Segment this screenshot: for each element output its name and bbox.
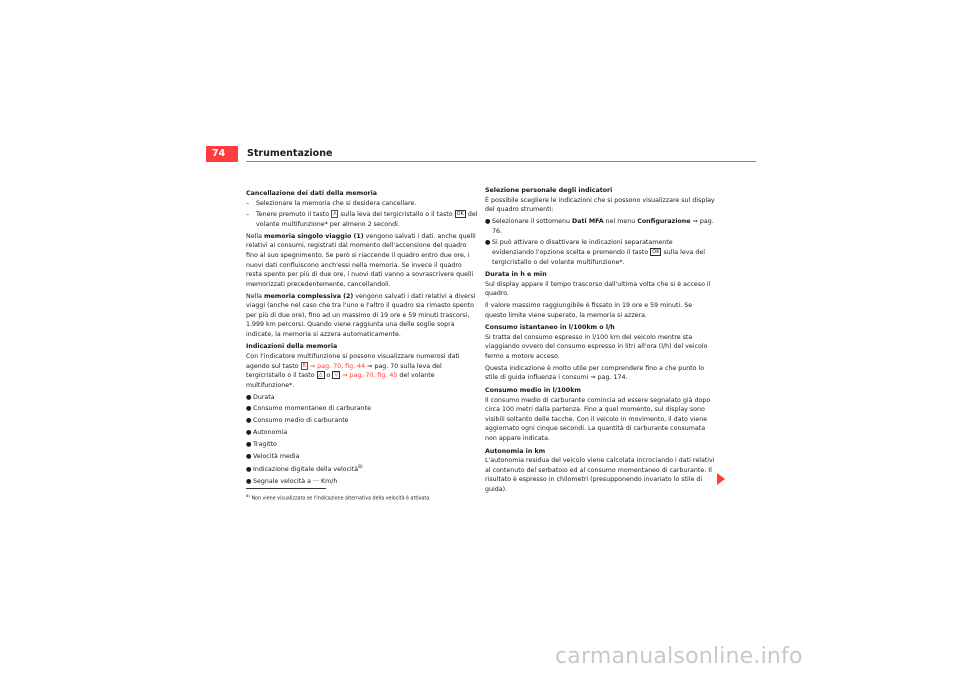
section-heading-indications: Indicazioni della memoria [246, 343, 338, 351]
section-heading-cancel: Cancellazione dei dati della memoria [246, 190, 378, 197]
up-key-icon: △ [318, 372, 323, 379]
list-item: ● Autonomia [246, 428, 288, 436]
list-item: ● Consumo medio di carburante [246, 417, 349, 425]
paragraph-selection-intro: È possibile scegliere le indicazioni che si possono visualizzare sul display del quadro strumenti: [485, 196, 715, 214]
button-key-icon: B [302, 362, 306, 369]
ok-key-icon: OK [456, 211, 464, 218]
watermark: carmanualsonline.info [555, 644, 803, 669]
list-item: ● Selezionare il sottomenu Dati MFA nel menu Configurazione ⇒ pag. 76. [485, 217, 714, 235]
paragraph: Sul display appare il tempo trascorso dall'ultima volta che si è acceso il quadro. [485, 280, 711, 298]
paragraph: Il valore massimo raggiungibile è fissato in 19 ore e 59 minuti. Se questo limite viene superato, la memoria si azzera. [485, 302, 693, 319]
step-item: – Tenere premuto il tasto A sulla leva del tergicristallo o il tasto OK del volante multifunzione* per almeno 2 secondi. [246, 211, 478, 228]
right-column [485, 186, 715, 497]
paragraph: Il consumo medio di carburante comincia ad essere segnalato già dopo circa 100 metri dalla partenza. Fino a quel momento, sul display sono visibili soltanto delle tacche. Con il veicolo in movimento, il dato viene aggiornato ogni cinque secondi. La quantità di carburante consumata non appare indicata. [485, 396, 711, 442]
list-item: ● Durata [246, 393, 275, 401]
down-key-icon: ▽ [334, 372, 339, 379]
ok-key-icon: OK [652, 248, 660, 255]
paragraph-indications: Con l'indicatore multifunzione si possono visualizzare numerosi dati agendo sul tasto B ⇒ pag. 70, fig. 44 ⇒ pag. 70 sulla leva del tergicristallo o il tasto △ o ▽ ⇒ pag. 70, fig. 45 del volante multifunzione*. [246, 353, 460, 389]
section-heading-range: Autonomia in km [485, 447, 546, 455]
section-heading-duration: Durata in h e min [485, 271, 547, 279]
paragraph-memory-total: Nella memoria complessiva (2) vengono salvati i dati relativi a diversi viaggi (anche nel caso che tra l'uno e l'altro il quadro sia rimasto spento per più di due ore), fino ad un massimo di 19 ore e 59 minuti trascorsi, 1.999 km percorsi. Quando viene raggiunta una delle soglie sopra indicate, la memoria si azzera automaticamente. [246, 292, 476, 338]
next-page-arrow-icon[interactable] [717, 473, 725, 485]
list-item: ● Consumo momentaneo di carburante [246, 405, 371, 413]
page-number: 74 [212, 148, 226, 159]
paragraph: Questa indicazione è molto utile per comprendere fino a che punto lo stile di guida influenza i consumi ⇒ pag. 174. [485, 364, 705, 382]
page-reference-link[interactable]: ⇒ pag. 70, fig. 44 [310, 362, 366, 370]
list-item: ● Velocità media [246, 452, 300, 460]
page-title: Strumentazione [247, 148, 333, 159]
header-divider [246, 161, 756, 162]
section-heading-instant-consumption: Consumo istantaneo in l/100km o l/h [485, 324, 615, 332]
footnote: $^{8)}$ Non viene visualizzato se l'indicazione alternativa della velocità è attivata. [246, 493, 431, 502]
button-key-icon: A [333, 211, 337, 218]
paragraph: Si tratta del consumo espresso in l/100 km del veicolo mentre sta viaggiando ovvero del consumo espresso in litri all'ora (l/h) del veicolo fermo a motore acceso. [485, 333, 708, 361]
section-heading-average-consumption: Consumo medio in l/100km [485, 387, 581, 395]
step-item: – Selezionare la memoria che si desidera cancellare. [246, 199, 417, 207]
list-item: ● Segnale velocità a ··· Km/h [246, 478, 338, 486]
page-reference-link[interactable]: ⇒ pag. 70, fig. 45 [342, 372, 398, 380]
list-item: ● Tragitto [246, 440, 277, 448]
paragraph-memory-single: Nella memoria singolo viaggio (1) vengono salvati i dati. anche quelli relativi ai consumi, registrati dal momento dell'accensione del quadro fino al suo spegnimento. Se però si riaccende il quadro entro due ore, i nuovi dati confluiscono anch'essi nella memoria. Se invece il quadro resta spento per più di due ore, i nuovi dati vanno a sovrascrivere quelli memorizzati precedentemente, cancellandoli. [246, 232, 476, 288]
left-column [246, 186, 478, 489]
list-item: ● Indicazione digitale della velocità$^{8)}$ [246, 465, 363, 474]
section-heading-selection: Selezione personale degli indicatori [485, 187, 613, 194]
list-item: ● Si può attivare o disattivare le indicazioni separatamente evidenziando l'opzione scelta e premendo il tasto OK sulla leva del tergicristallo o del volante multifunzione*. [485, 239, 705, 266]
paragraph: L'autonomia residua del veicolo viene calcolata incrociando i dati relativi al contenuto del serbatoio ed al consumo momentaneo di carburante. Il risultato è espresso in chilometri (presupponendo invariato lo stile di guida). [485, 457, 715, 493]
footnote-marker: 8) [358, 465, 363, 471]
footnote-divider [246, 488, 326, 489]
